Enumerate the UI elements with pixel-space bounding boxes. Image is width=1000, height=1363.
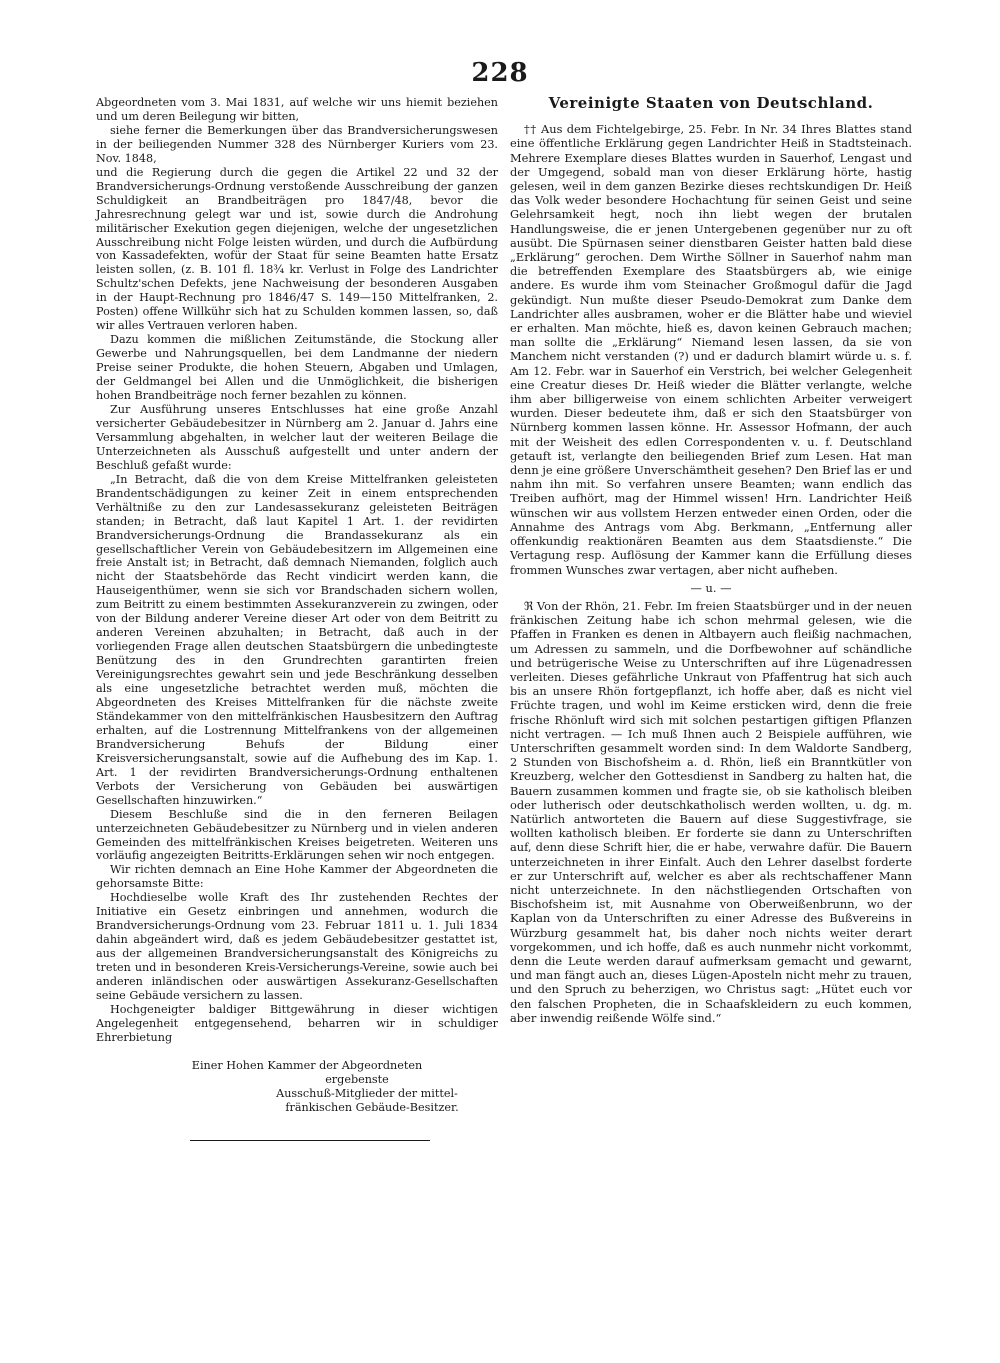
paragraph: „In Betracht, daß die von dem Kreise Mittelfranken geleisteten Brandentschädigungen zu keiner Zeit in einem entsprechenden Verhältniße zu den zur Landesassekuranz geleisteten Beiträgen standen; in Betracht, daß laut Kapitel 1 Art. 1. der revidirten Brandversicherungs-Ordnung die Brandassekuranz als ein gesellschaftlicher Verein von Gebäudebesitzern im Allgemeinen eine freie Anstalt ist; in Betracht, daß demnach Niemanden, folglich auch nicht der Staatsbehörde das Recht vindicirt werden kann, die Hauseigenthümer, wenn sie sich vor Brandschaden sichern wollen, zum Beitritt zu einem bestimmten Assekuranzverein zu zwingen, oder von der Bildung anderer Vereine dieser Art oder von dem Beitritt zu anderen Vereinen abzuhalten; in Betracht, daß auch in der vorliegenden Frage allen deutschen Staatsbürgern die unbedingteste Benützung des in den Grundrechten garantirten freien Vereinigungsrechtes gewahrt sein und jede Beschränkung desselben als eine ungesetzliche betrachtet werden muß, möchten die Abgeordneten des Kreises Mittelfranken für die nächste zweite Ständekammer von den mittelfränkischen Hausbesitzern den Auftrag erhalten, auf die Lostrennung Mittelfrankens von der allgemeinen Brandversicherung Behufs der Bildung einer Kreisversicherungsanstalt, sowie auf die Aufhebung des im Kap. 1. Art. 1 der revidirten Brandversicherungs-Ordnung enthaltenen Verbots der Versicherung von Gebäuden bei auswärtigen Gesellschaften hinzuwirken.“ — [96, 472, 498, 807]
signature-line: fränkischen Gebäude-Besitzer. — [285, 1100, 459, 1114]
paragraph: Dazu kommen die mißlichen Zeitumstände, die Stockung aller Gewerbe und Nahrungsquellen, bei dem Landmanne der niedern Preise seiner Produkte, die hohen Steuern, Abgaben und Umlagen, der Geldmangel bei Allen und die Unmöglichkeit, die bisherigen hohen Brandbeiträge noch ferner bezahlen zu können. — [96, 333, 498, 403]
signature-line: Einer Hohen Kammer der Abgeordneten — [191, 1058, 423, 1072]
signature-line: Ausschuß-Mitglieder der mittel- — [276, 1086, 458, 1100]
divider-rule — [190, 1140, 430, 1141]
page-number: 228 — [471, 58, 529, 88]
paragraph: Hochgeneigter baldiger Bittgewährung in dieser wichtigen Angelegenheit entgegensehend, beharren wir in schuldiger Ehrerbietung — [96, 1002, 498, 1044]
paragraph: und die Regierung durch die gegen die Artikel 22 und 32 der Brandversicherungs-Ordnung verstoßende Ausschreibung der ganzen Schuldigkeit an Brandbeiträgen pro 1847/48, bevor die Jahresrechnung gelegt war und ist, sowie durch die Androhung militärischer Exekution gegen diejenigen, welche der ungesetzlichen Ausschreibung nicht Folge leisten würden, und durch die Aufbürdung von Kassadefekten, wofür der Staat für seine Beamten hatte Ersatz leisten sollen, (z. B. 101 fl. 18¾ kr. Verlust in Folge des Landrichter Schultz'schen Defekts, jene Nachweisung der besonderen Ausgaben in der Haupt-Rechnung pro 1846/47 S. 149—150 Mittelfranken, 2. Posten) offene Willkühr sich hat zu Schulden kommen lassen, so, daß wir alles Vertrauen verloren haben. — [96, 165, 498, 333]
paragraph: Hochdieselbe wolle Kraft des Ihr zustehenden Rechtes der Initiative ein Gesetz einbringen und annehmen, wodurch die Brandversicherungs-Ordnung vom 23. Februar 1811 u. 1. Juli 1834 dahin abgeändert wird, daß es jedem Gebäudebesitzer gestattet ist, aus der allgemeinen Brandversicherungsanstalt des Königreichs zu treten und in besonderen Kreis-Versicherungs-Vereine, sowie auch bei anderen inländischen oder auswärtigen Assekuranz-Gesellschaften seine Gebäude versichern zu lassen. — [96, 891, 498, 1002]
paragraph: ℜ Von der Rhön, 21. Febr. Im freien Staatsbürger und in der neuen fränkischen Zeitung habe ich schon mehrmal gelesen, wie die Pfaffen in Franken es denen in Altbayern auch fleißig nachmachen, um Adressen zu sammeln, und die Dorfbewohner auf schändliche und betrügerische Weise zu Unterschriften auf ihre Lügenadressen verleiten. Dieses gefährliche Unkraut von Pfaffentrug hat sich auch bis an unsere Rhön fortgepflanzt, ich hoffe aber, daß es nicht viel Früchte tragen, und wohl im Keime ersticken wird, denn die freie frische Rhönluft wird sich mit solchen pestartigen giftigen Pflanzen nicht vertragen. — Ich muß Ihnen auch 2 Beispiele aufführen, wie Unterschriften gesammelt worden sind: In dem Waldorte Sandberg, 2 Stunden von Bischofsheim a. d. Rhön, ließ ein Branntkütler von Kreuzberg, welcher den Gottesdienst in Sandberg zu halten hat, die Bauern zusammen kommen und fragte sie, ob sie katholisch bleiben oder lutherisch oder deutschkatholisch werden wollten, u. dg. m. Natürlich antworteten die Bauern auf diese Suggestivfrage, sie wollten katholisch bleiben. Er forderte sie dann zu Unterschriften auf, denn diese Schrift hier, die er habe, verwahre dafür. Die Bauern unterzeichneten in ihrer Einfalt. Auch den Lehrer daselbst forderte er zur Unterschrift auf, welcher es aber als rechtschaffener Mann nicht unterzeichnete. In den nächstliegenden Ortschaften von Bischofsheim ist, mit Ausnahme von Oberweißenbrunn, wo der Kaplan von da Unterschriften zu einer Adresse des Bußvereins in Würzburg gesammelt hat, bis daher noch nichts weiter derart vorgekommen, und ich hoffe, daß es auch nunmehr nicht vorkommt, denn die Leute werden darauf aufmerksam gemacht und gewarnt, und man fängt auch an, dieses Lügen-Aposteln nicht mehr zu trauen, und den Spruch zu beherzigen, wo Christus sagt: „Hütet euch vor den falschen Propheten, die in Schaafskleidern zu euch kommen, aber inwendig reißende Wölfe sind.“ — [510, 598, 912, 1025]
section-title: Vereinigte Staaten von Deutschland. — [548, 94, 874, 112]
paragraph: †† Aus dem Fichtelgebirge, 25. Febr. In Nr. 34 Ihres Blattes stand eine öffentliche Erklärung gegen Landrichter Heiß in Stadtsteinach. Mehrere Exemplare dieses Blattes wurden in Sauerhof, Lengast und der Umgegend, sobald man von dieser Erklärung hörte, hastig gelesen, weil in dem ganzen Bezirke dieses rechtskundigen Dr. Heiß das Volk weder besondere Hochachtung für seinen Geist und seine Gelehrsamkeit hegt, noch ihn liebt wegen der brutalen Handlungsweise, die er jenen Untergebenen gegenüber nur zu oft ausübt. Die Spürnasen seiner dienstbaren Geister hatten bald diese „Erklärung“ gerochen. Dem Wirthe Söllner in Sauerhof nahm man die betreffenden Exemplare des Staatsbürgers ab, wie einige andere. Es wurde ihm vom Steinacher Großmogul dafür die Jagd gekündigt. Nun mußte dieser Pseudo-Demokrat zum Danke dem Landrichter alles ausbramen, woher er die Blätter habe und wieviel er erhalten. Man möchte, hieß es, davon keinen Gebrauch machen; man sollte die „Erklärung“ Niemand lesen lassen, da sie von Manchem nicht verstanden (?) und er dadurch blamirt würde u. s. f. Am 12. Febr. war in Sauerhof ein Verstrich, bei welcher Gelegenheit eine Creatur dieses Dr. Heiß wieder die Blätter verlangte, welche ihm aber billigerweise von einem schlichten Arbeiter verweigert wurden. Dieser bedeutete ihm, daß er sich den Staatsbürger von Nürnberg kommen lassen könne. Hr. Assessor Hofmann, der auch mit der Weisheit des edlen Correspondenten v. u. f. Deutschland getauft ist, verlangte den beiliegenden Brief zum Lesen. Hat man denn je eine größere Unverschämtheit gesehen? Den Brief las er und nahm ihn mit. So verfahren unsere Beamten; wann endlich das Treiben aufhört, mag der Himmel wissen! Hrn. Landrichter Heiß wünschen wir aus vollstem Herzen entweder einen Orden, oder die Annahme des Antrags vom Abg. Berkmann, „Entfernung aller offenkundig reaktionären Beamten aus dem Staatsdienste.“ Die Vertagung resp. Auflösung der Kammer kann die Erfüllung dieses frommen Wunsches zwar vertagen, aber nicht aufheben. — [510, 122, 912, 577]
signature-block — [96, 1059, 498, 1115]
left-column — [96, 96, 498, 1115]
paragraph: Abgeordneten vom 3. Mai 1831, auf welche wir uns hiemit beziehen und um deren Beilegung wir bitten, — [96, 96, 498, 123]
paragraph: Wir richten demnach an Eine Hohe Kammer der Abgeordneten die gehorsamste Bitte: — [96, 863, 498, 891]
signature-line: ergebenste — [325, 1072, 389, 1086]
paragraph: Diesem Beschluße sind die in den ferneren Beilagen unterzeichneten Gebäudebesitzer zu Nürnberg und in vielen anderen Gemeinden des mittelfränkischen Kreises beigetreten. Weiteren uns vorläufig angezeigten Beitritts-Erklärungen sehen wir noch entgegen. — [96, 807, 498, 863]
paragraph: Zur Ausführung unseres Entschlusses hat eine große Anzahl versicherter Gebäudebesitzer in Nürnberg am 2. Januar d. Jahrs eine Versammlung abgehalten, in welcher laut der weiteren Beilage die Unterzeichneten als Ausschuß aufgestellt und unter andern der Beschluß gefaßt wurde: — [96, 402, 498, 472]
right-column — [510, 96, 912, 1025]
paragraph: siehe ferner die Bemerkungen über das Brandversicherungswesen in der beiliegenden Nummer 328 des Nürnberger Kuriers vom 23. Nov. 1848, — [96, 123, 498, 165]
separator: — u. — — [690, 580, 732, 595]
